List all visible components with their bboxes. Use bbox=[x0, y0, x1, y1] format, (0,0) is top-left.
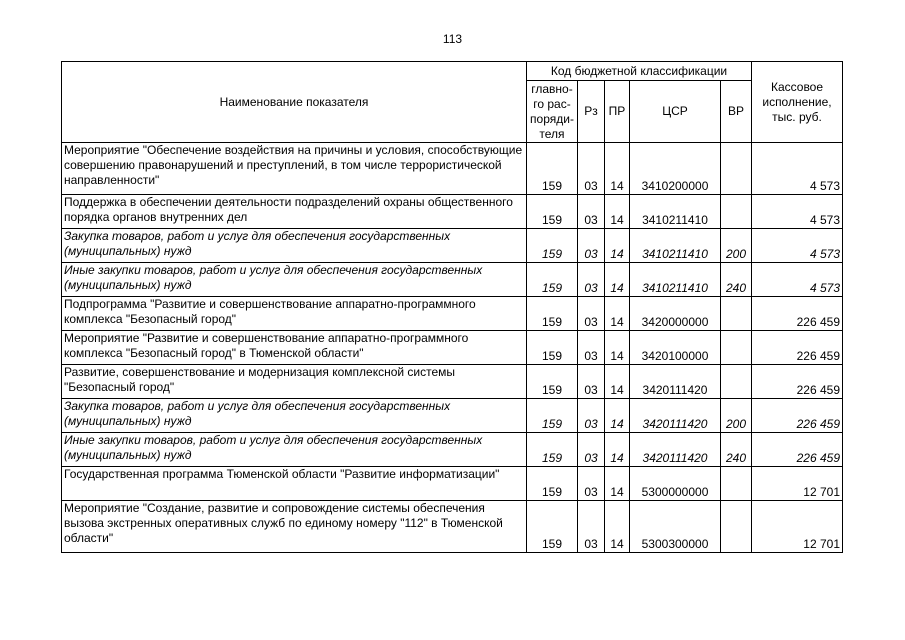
row-rz-code: 03 bbox=[578, 331, 605, 365]
header-admin: главно-го рас-поряди-теля bbox=[527, 81, 578, 143]
table-body bbox=[62, 143, 843, 553]
row-name: Закупка товаров, работ и услуг для обеспечения государственных (муниципальных) нужд bbox=[62, 229, 527, 263]
header-amount: Кассовое исполнение, тыс. руб. bbox=[752, 62, 843, 143]
table-row bbox=[62, 331, 843, 365]
row-pr-code: 14 bbox=[605, 331, 630, 365]
row-admin-code: 159 bbox=[527, 143, 578, 195]
row-pr-code: 14 bbox=[605, 433, 630, 467]
header-vr: ВР bbox=[721, 81, 752, 143]
row-pr-code: 14 bbox=[605, 297, 630, 331]
row-name: Мероприятие "Создание, развитие и сопровождение системы обеспечения вызова экстренных оперативных служб по единому номеру "112" в Тюменской области" bbox=[62, 501, 527, 553]
row-name: Закупка товаров, работ и услуг для обеспечения государственных (муниципальных) нужд bbox=[62, 399, 527, 433]
row-csr-code: 3420111420 bbox=[630, 433, 721, 467]
row-admin-code: 159 bbox=[527, 399, 578, 433]
table-row bbox=[62, 143, 843, 195]
row-rz-code: 03 bbox=[578, 365, 605, 399]
row-name: Государственная программа Тюменской области "Развитие информатизации" bbox=[62, 467, 527, 501]
row-admin-code: 159 bbox=[527, 263, 578, 297]
row-pr-code: 14 bbox=[605, 467, 630, 501]
row-pr-code: 14 bbox=[605, 263, 630, 297]
header-csr: ЦСР bbox=[630, 81, 721, 143]
row-amount: 4 573 bbox=[752, 195, 843, 229]
row-vr-code bbox=[721, 297, 752, 331]
row-rz-code: 03 bbox=[578, 399, 605, 433]
table-row bbox=[62, 501, 843, 553]
row-csr-code: 5300300000 bbox=[630, 501, 721, 553]
header-code-group: Код бюджетной классификации bbox=[527, 62, 752, 81]
row-pr-code: 14 bbox=[605, 143, 630, 195]
row-csr-code: 3420000000 bbox=[630, 297, 721, 331]
header-pr: ПР bbox=[605, 81, 630, 143]
row-rz-code: 03 bbox=[578, 263, 605, 297]
row-amount: 4 573 bbox=[752, 143, 843, 195]
row-name: Мероприятие "Обеспечение воздействия на причины и условия, способствующие совершению правонарушений и преступлений, в том числе террористической направленности" bbox=[62, 143, 527, 195]
budget-table bbox=[61, 61, 843, 553]
row-amount: 12 701 bbox=[752, 501, 843, 553]
row-vr-code bbox=[721, 467, 752, 501]
row-vr-code: 240 bbox=[721, 433, 752, 467]
row-amount: 226 459 bbox=[752, 433, 843, 467]
row-vr-code bbox=[721, 195, 752, 229]
row-rz-code: 03 bbox=[578, 297, 605, 331]
row-csr-code: 3420111420 bbox=[630, 399, 721, 433]
row-csr-code: 3420111420 bbox=[630, 365, 721, 399]
row-amount: 226 459 bbox=[752, 331, 843, 365]
row-admin-code: 159 bbox=[527, 297, 578, 331]
row-vr-code bbox=[721, 143, 752, 195]
row-amount: 4 573 bbox=[752, 229, 843, 263]
row-admin-code: 159 bbox=[527, 229, 578, 263]
row-rz-code: 03 bbox=[578, 467, 605, 501]
row-rz-code: 03 bbox=[578, 433, 605, 467]
row-amount: 4 573 bbox=[752, 263, 843, 297]
row-admin-code: 159 bbox=[527, 501, 578, 553]
row-admin-code: 159 bbox=[527, 467, 578, 501]
row-name: Мероприятие "Развитие и совершенствование аппаратно-программного комплекса "Безопасный город" в Тюменской области" bbox=[62, 331, 527, 365]
row-rz-code: 03 bbox=[578, 143, 605, 195]
row-csr-code: 3410211410 bbox=[630, 195, 721, 229]
row-amount: 226 459 bbox=[752, 365, 843, 399]
row-rz-code: 03 bbox=[578, 229, 605, 263]
table-row bbox=[62, 433, 843, 467]
row-name: Иные закупки товаров, работ и услуг для обеспечения государственных (муниципальных) нужд bbox=[62, 263, 527, 297]
table-row bbox=[62, 297, 843, 331]
table-row bbox=[62, 229, 843, 263]
page-number: 113 bbox=[442, 32, 463, 46]
row-admin-code: 159 bbox=[527, 195, 578, 229]
row-vr-code bbox=[721, 331, 752, 365]
row-pr-code: 14 bbox=[605, 365, 630, 399]
row-pr-code: 14 bbox=[605, 501, 630, 553]
row-csr-code: 3410211410 bbox=[630, 263, 721, 297]
header-name: Наименование показателя bbox=[62, 62, 527, 143]
row-csr-code: 3420100000 bbox=[630, 331, 721, 365]
row-vr-code bbox=[721, 501, 752, 553]
row-pr-code: 14 bbox=[605, 399, 630, 433]
row-name: Иные закупки товаров, работ и услуг для обеспечения государственных (муниципальных) нужд bbox=[62, 433, 527, 467]
row-pr-code: 14 bbox=[605, 229, 630, 263]
row-name: Поддержка в обеспечении деятельности подразделений охраны общественного порядка органов внутренних дел bbox=[62, 195, 527, 229]
table-row bbox=[62, 195, 843, 229]
row-vr-code bbox=[721, 365, 752, 399]
row-name: Подпрограмма "Развитие и совершенствование аппаратно-программного комплекса "Безопасный город" bbox=[62, 297, 527, 331]
row-rz-code: 03 bbox=[578, 501, 605, 553]
row-amount: 226 459 bbox=[752, 399, 843, 433]
header-rz: Рз bbox=[578, 81, 605, 143]
row-admin-code: 159 bbox=[527, 433, 578, 467]
row-rz-code: 03 bbox=[578, 195, 605, 229]
table-row bbox=[62, 399, 843, 433]
row-csr-code: 3410200000 bbox=[630, 143, 721, 195]
row-admin-code: 159 bbox=[527, 365, 578, 399]
row-amount: 12 701 bbox=[752, 467, 843, 501]
row-name: Развитие, совершенствование и модернизация комплексной системы "Безопасный город" bbox=[62, 365, 527, 399]
table-row bbox=[62, 467, 843, 501]
row-vr-code: 240 bbox=[721, 263, 752, 297]
row-csr-code: 5300000000 bbox=[630, 467, 721, 501]
table-row bbox=[62, 365, 843, 399]
row-amount: 226 459 bbox=[752, 297, 843, 331]
table-row bbox=[62, 263, 843, 297]
row-vr-code: 200 bbox=[721, 229, 752, 263]
row-pr-code: 14 bbox=[605, 195, 630, 229]
row-admin-code: 159 bbox=[527, 331, 578, 365]
row-vr-code: 200 bbox=[721, 399, 752, 433]
row-csr-code: 3410211410 bbox=[630, 229, 721, 263]
